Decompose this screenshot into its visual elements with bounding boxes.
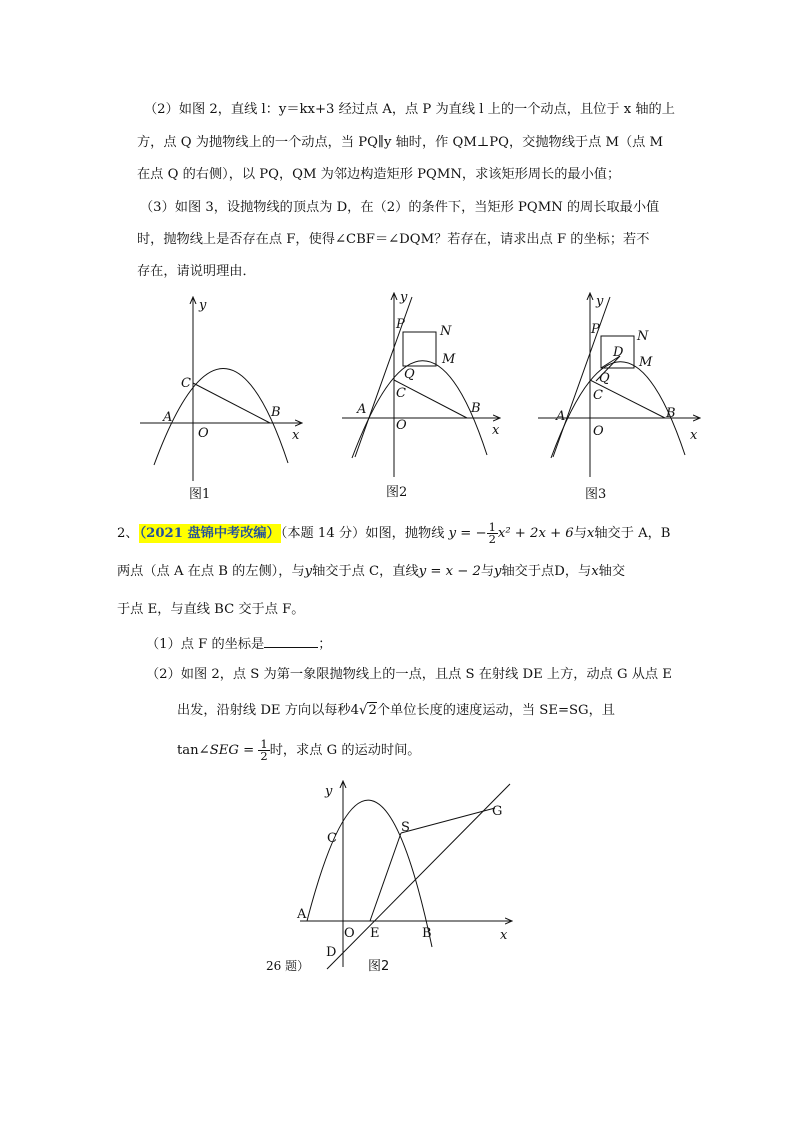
fig3-label-p: P bbox=[591, 322, 600, 337]
q1-part3-line1: （3）如图 3，设抛物线的顶点为 D，在（2）的条件下，当矩形 PQMN 的周长取最小值 bbox=[140, 200, 660, 215]
q2-after-eq2: 轴交于 A，B bbox=[594, 526, 671, 541]
fig2-label-o: O bbox=[396, 418, 407, 433]
q2-tan-den: 2 bbox=[260, 749, 268, 763]
q2-tan-num: 1 bbox=[260, 737, 268, 751]
q2-source-tag: （2021 盘锦中考改编） bbox=[139, 526, 280, 541]
q2-eq-minus: = − bbox=[456, 526, 487, 541]
answer-blank[interactable] bbox=[264, 633, 318, 648]
fig3-label-b: B bbox=[666, 406, 676, 421]
fig2-label-x: x bbox=[492, 423, 500, 438]
figure-1 bbox=[140, 297, 302, 481]
fig3-label-d: D bbox=[613, 345, 624, 360]
q2-part2-radicand: 2 bbox=[368, 703, 377, 718]
q2-eq-frac-den: 2 bbox=[488, 532, 496, 546]
q2-seg: SEG bbox=[209, 743, 239, 758]
fig2-caption: 图2 bbox=[386, 485, 408, 500]
fig3-label-m: M bbox=[639, 355, 653, 370]
fig1-label-b: B bbox=[271, 405, 281, 420]
q2-fig-caption: 图2 bbox=[368, 959, 390, 974]
fig2-label-c: C bbox=[396, 386, 406, 401]
q2-part2-line2: 出发，沿射线 DE 方向以每秒4√2个单位长度的速度运动，当 SE=SG，且 bbox=[177, 703, 615, 718]
q2-part2-line1: （2）如图 2，点 S 为第一象限抛物线上的一点，且点 S 在射线 DE 上方，动点 G 从点 E bbox=[146, 667, 672, 682]
q1-part2-line1: （2）如图 2，直线 l：y＝kx+3 经过点 A，点 P 为直线 l 上的一个动点，且位于 x 轴的上 bbox=[144, 102, 675, 117]
q2-tan: tan∠ bbox=[177, 743, 210, 758]
q2-line2-x: x bbox=[591, 564, 599, 579]
q2-line3: 于点 E，与直线 BC 交于点 F。 bbox=[117, 602, 305, 617]
fig2-label-n: N bbox=[440, 324, 452, 339]
q2-line2d: 轴交于点D，与 bbox=[501, 564, 592, 579]
q1-figures bbox=[0, 285, 794, 510]
q2-line2a: 两点（点 A 在点 B 的左侧），与 bbox=[117, 564, 305, 579]
fig1-label-y: y bbox=[199, 298, 207, 313]
q2-part1-pre: （1）点 F 的坐标是 bbox=[146, 637, 265, 652]
q2-after-eq: 与 bbox=[573, 526, 587, 541]
figure-2 bbox=[342, 293, 500, 477]
fig3-label-o: O bbox=[593, 424, 604, 439]
q2-part2-line2a: 出发，沿射线 DE 方向以每秒 bbox=[177, 703, 351, 718]
q1-part2-line2: 方，点 Q 为抛物线上的一个动点，当 PQ∥y 轴时，作 QM⊥PQ，交抛物线于点 M（点 M bbox=[137, 135, 664, 150]
q2-tan-eq: = bbox=[238, 743, 259, 758]
q2-eq-y: y bbox=[448, 526, 457, 541]
q2-fig-label-y: y bbox=[325, 784, 333, 799]
q2-part1 bbox=[146, 633, 331, 655]
q1-part3-line3: 存在，请说明理由． bbox=[137, 264, 256, 279]
fig2-label-y: y bbox=[400, 290, 408, 305]
fig2-label-m: M bbox=[442, 352, 456, 367]
q2-line2e: 轴交 bbox=[598, 564, 626, 579]
q2-line1 bbox=[117, 522, 670, 545]
q1-part2-line3: 在点 Q 的右侧），以 PQ，QM 为邻边构造矩形 PQMN，求该矩形周长的最小值； bbox=[137, 167, 621, 182]
figure-3 bbox=[538, 293, 700, 477]
q2-number: 2、 bbox=[117, 526, 139, 541]
q2-part2-line3b: 时，求点 G 的运动时间。 bbox=[269, 743, 421, 758]
fig1-label-a: A bbox=[163, 410, 173, 425]
q1-part3-line2: 时，抛物线上是否存在点 F，使得∠CBF＝∠DQM？若存在，请求出点 F 的坐标；若不 bbox=[137, 232, 650, 247]
q2-eq-fraction bbox=[487, 522, 498, 545]
q2-fig-label-e: E bbox=[370, 926, 380, 941]
fig3-caption: 图3 bbox=[585, 487, 607, 502]
q2-part2-line2b: 个单位长度的速度运动，当 SE=SG，且 bbox=[376, 703, 615, 718]
q2-part2-coef: 4 bbox=[350, 703, 360, 718]
q2-fig-label-s: S bbox=[401, 820, 410, 835]
fig2-label-p: P bbox=[396, 317, 405, 332]
q2-line2b: 轴交于点 C，直线 bbox=[312, 564, 419, 579]
q2-line2-y2: y bbox=[494, 564, 502, 579]
q2-fig-side-note: 26 题） bbox=[266, 959, 310, 973]
fig3-label-a: A bbox=[556, 409, 566, 424]
fig3-label-q: Q bbox=[599, 371, 610, 386]
q2-eq-frac-num: 1 bbox=[488, 520, 496, 534]
q2-part1-post: ； bbox=[318, 637, 332, 652]
q2-fig-label-c: C bbox=[327, 831, 337, 846]
fig2-label-a: A bbox=[357, 402, 367, 417]
q2-fig-label-d: D bbox=[326, 945, 337, 960]
fig3-label-c: C bbox=[593, 388, 603, 403]
fig3-label-n: N bbox=[637, 329, 649, 344]
q2-fig-label-x: x bbox=[500, 928, 508, 943]
fig1-label-o: O bbox=[198, 426, 209, 441]
q2-fig-label-o: O bbox=[344, 926, 355, 941]
q2-fig-label-g: G bbox=[492, 804, 503, 819]
q2-tan-fraction bbox=[258, 739, 269, 762]
fig2-label-b: B bbox=[471, 401, 481, 416]
q2-line2-y: y bbox=[304, 564, 313, 579]
fig3-label-y: y bbox=[596, 294, 604, 309]
q2-figure bbox=[260, 775, 530, 980]
fig1-label-x: x bbox=[292, 428, 300, 443]
q2-fig-label-b: B bbox=[422, 926, 432, 941]
fig1-caption: 图1 bbox=[189, 487, 211, 502]
q2-eq-rest: x² + 2x + 6 bbox=[497, 526, 574, 541]
fig3-label-x: x bbox=[690, 428, 698, 443]
fig2-label-q: Q bbox=[404, 367, 415, 382]
q2-line2 bbox=[117, 562, 625, 582]
q2-fig-label-a: A bbox=[297, 907, 307, 922]
q2-part2-line3 bbox=[177, 739, 420, 762]
q2-after-eq-x: x bbox=[586, 526, 595, 541]
q2-score: （本题 14 分）如图，抛物线 bbox=[280, 526, 445, 541]
fig1-label-c: C bbox=[181, 376, 191, 391]
q2-line2-eq: y = x − 2 bbox=[418, 564, 481, 579]
q2-line2c: 与 bbox=[480, 564, 495, 579]
